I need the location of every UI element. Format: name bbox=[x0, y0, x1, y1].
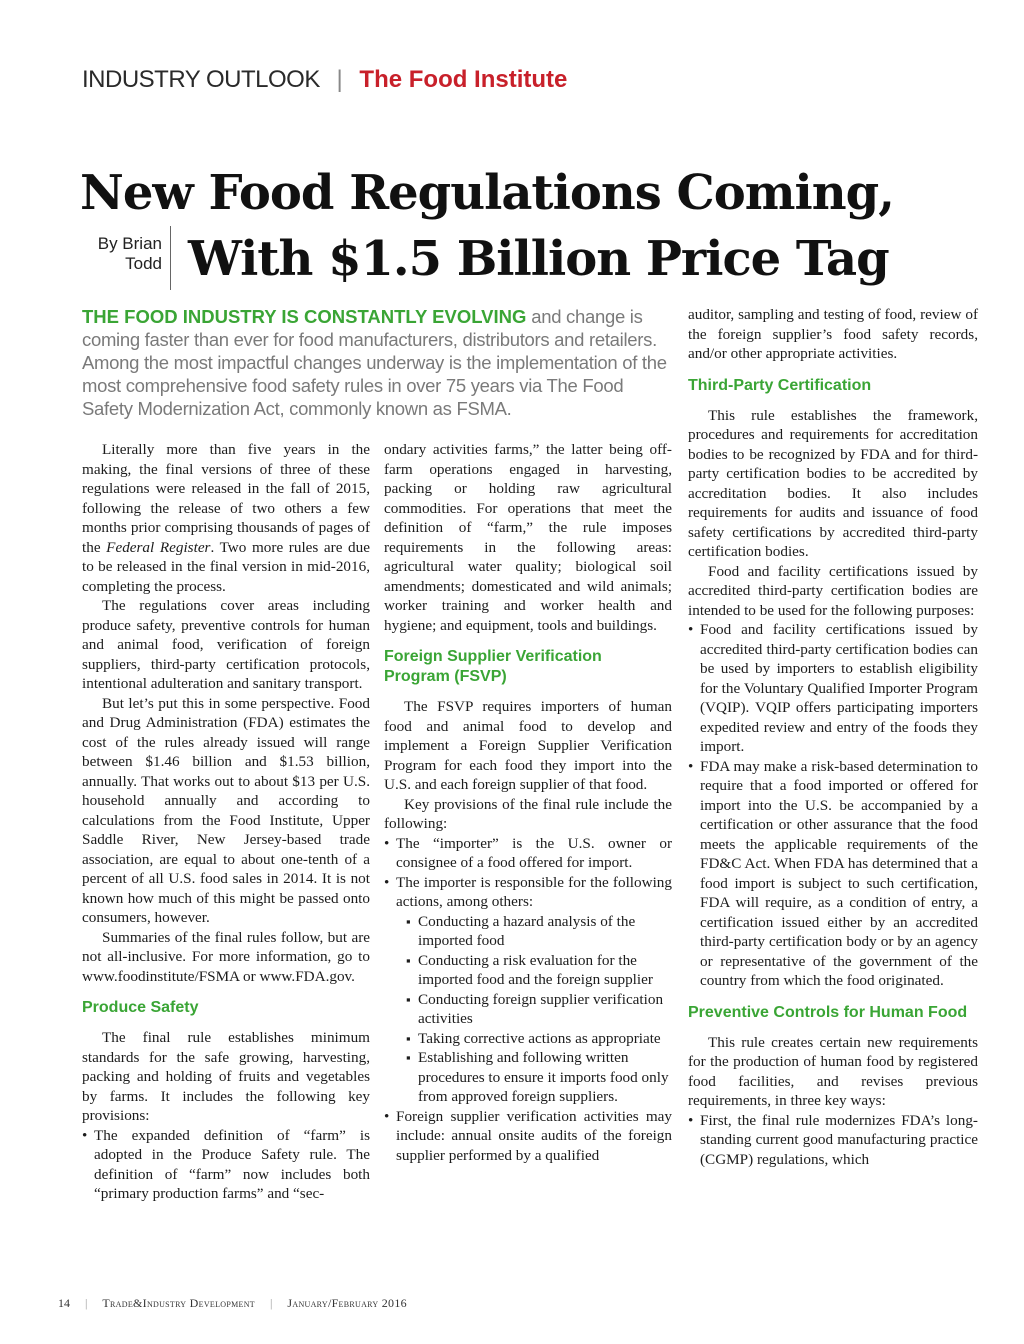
list-item: • The expanded definition of “farm” is adopted in the Produce Safety rule. The definition of “farm” now includes both “primary production farms” and “sec- bbox=[82, 1126, 370, 1204]
paragraph: Food and facility certifications issued by accredited third-party certification bodies are intended to be used for the following purposes: bbox=[688, 562, 978, 619]
subhead-third-party: Third-Party Certification bbox=[688, 376, 872, 394]
issue-date: January/February 2016 bbox=[287, 1296, 407, 1310]
list-item-text: The importer is responsible for the following actions, among others: bbox=[396, 873, 672, 910]
byline-surname: Todd bbox=[125, 254, 162, 273]
paragraph: ondary activities farms,” the latter being off-farm operations engaged in harvesting, packing or holding raw agricultural commodities. For operations that meet the definition of “farm,” the rule imposes requirements in the following areas: agricultural water quality; biological soil amendments; domesticated and wild animals; worker training and worker health and hygiene; and equipment, tools and buildings. bbox=[384, 441, 672, 634]
column-1 bbox=[82, 440, 370, 1204]
article-headline bbox=[80, 160, 1000, 292]
sub-list-item: ▪ Conducting a hazard analysis of the imported food bbox=[396, 912, 672, 951]
publication-title: Federal Register bbox=[106, 538, 211, 556]
headline-line-2: With $1.5 Billion Price Tag bbox=[188, 231, 889, 287]
paragraph-text: . Two more rules are due to be released in the final version in mid-2016, completing the process. bbox=[82, 538, 370, 595]
bullet-list bbox=[82, 1126, 370, 1204]
paragraph: Summaries of the final rules follow, but are not all-inclusive. For more information, go to www.foodinstitute/FSMA or www.FDA.gov. bbox=[82, 928, 370, 985]
paragraph: The final rule establishes minimum standards for the safe growing, harvesting, packing and holding of fruits and vegetables by farms. It includes the following key provisions: bbox=[82, 1029, 370, 1124]
section-divider: | bbox=[336, 66, 343, 93]
publication-name: Trade&Industry Development bbox=[102, 1296, 255, 1310]
intro-lead: THE FOOD INDUSTRY IS CONSTANTLY EVOLVING bbox=[82, 306, 527, 327]
page-number: 14 bbox=[58, 1296, 70, 1310]
subhead-produce-safety: Produce Safety bbox=[82, 999, 199, 1016]
paragraph bbox=[82, 440, 370, 596]
byline-prefix: By Brian bbox=[97, 234, 162, 253]
sub-list bbox=[396, 912, 672, 1107]
column-3 bbox=[688, 305, 978, 1169]
page-footer bbox=[58, 1296, 407, 1311]
footer-divider: | bbox=[85, 1296, 88, 1310]
sub-list-item: ▪ Establishing and following written procedures to ensure it imports food only from approved foreign suppliers. bbox=[396, 1048, 672, 1107]
headline-line-1: New Food Regulations Coming, bbox=[80, 165, 894, 221]
byline bbox=[82, 234, 162, 274]
byline-divider bbox=[170, 226, 171, 290]
list-item: • Foreign supplier verification activities may include: annual onsite audits of the foreign supplier performed by a qualified bbox=[384, 1107, 672, 1166]
list-item: • FDA may make a risk-based determination to require that a food imported or offered for import into the U.S. be accompanied by a certification or other assurance that the food meets the applicable requirements of the FD&C Act. When FDA has determined that a food import is subject to such certification, FDA will require, as a condition of entry, a certification issued either by an accredited third-party certification body or by an agency or representative of the government of the country from which the food originated. bbox=[688, 757, 978, 991]
paragraph: This rule establishes the framework, procedures and requirements for accreditation bodies to be recognized by FDA and for third-party certification bodies to be accredited by accreditation bodies. It also includes requirements for audits and issuance of food safety certifications by accredited third-party certification bodies. bbox=[688, 406, 978, 560]
sub-list-item: ▪ Conducting a risk evaluation for the imported food and the foreign supplier bbox=[396, 951, 672, 990]
sub-list-item: ▪ Conducting foreign supplier verification activities bbox=[396, 990, 672, 1029]
paragraph: auditor, sampling and testing of food, review of the foreign supplier’s food safety records, and/or other appropriate activities. bbox=[688, 306, 978, 362]
paragraph: Key provisions of the final rule include the following: bbox=[384, 795, 672, 832]
bullet-list bbox=[384, 834, 672, 1166]
paragraph: The regulations cover areas including produce safety, preventive controls for human and animal food, verification of foreign suppliers, third-party certification protocols, intentional adulteration and sanitary transport. bbox=[82, 597, 370, 692]
sub-list-item: ▪ Taking corrective actions as appropriate bbox=[396, 1029, 672, 1049]
paragraph-text: Literally more than five years in the making, the final versions of three of these regulations were released in the fall of 2015, following the release of two others a few months prior comprising thousands of pages of the bbox=[82, 441, 370, 556]
subhead-preventive-controls: Preventive Controls for Human Food bbox=[688, 1003, 968, 1021]
intro-deck bbox=[82, 305, 676, 420]
bullet-list bbox=[688, 620, 978, 991]
paragraph: But let’s put this in some perspective. Food and Drug Administration (FDA) estimates the cost of the rules already issued will range between $1.46 billion and $1.53 billion, annually. That works out to about $13 per U.S. household annually and according to calculations from the Food Institute, Upper Saddle River, New Jersey-based trade association, are equal to about one-tenth of a percent of all U.S. food sales in 2014. It is not known how much of this might be passed onto consumers, however. bbox=[82, 694, 370, 926]
paragraph: This rule creates certain new requirements for the production of human food by registered food facilities, and revises previous requirements, in three key ways: bbox=[688, 1033, 978, 1109]
list-item: • The “importer” is the U.S. owner or consignee of a food offered for import. bbox=[384, 834, 672, 873]
list-item: • First, the final rule modernizes FDA’s long-standing current good manufacturing practice (CGMP) regulations, which bbox=[688, 1111, 978, 1170]
paragraph: The FSVP requires importers of human food and animal food to develop and implement a Foreign Supplier Verification Program for each food they import into the U.S. and each foreign supplier of that food. bbox=[384, 698, 672, 793]
subhead-fsvp: Foreign Supplier Verification Program (FSVP) bbox=[384, 648, 602, 685]
footer-divider: | bbox=[269, 1296, 273, 1310]
intro-text: and change is coming faster than ever for food manufacturers, distributors and retailers. Among the most impactful changes underway is the implementation of the most comprehensive food safety rules in over 75 years via The Food Safety Modernization Act, commonly known as FSMA. bbox=[82, 306, 667, 419]
list-item: • Food and facility certifications issued by accredited third-party certification bodies can be used by importers to establish eligibility for the Voluntary Qualified Importer Program (VQIP). VQIP offers participating importers expedited review and entry of the foods they import. bbox=[688, 620, 978, 757]
list-item bbox=[384, 873, 672, 1107]
section-label: INDUSTRY OUTLOOK bbox=[82, 66, 320, 93]
bullet-list bbox=[688, 1111, 978, 1170]
column-2 bbox=[384, 440, 672, 1165]
section-header bbox=[82, 64, 567, 96]
section-brand: The Food Institute bbox=[359, 66, 568, 93]
